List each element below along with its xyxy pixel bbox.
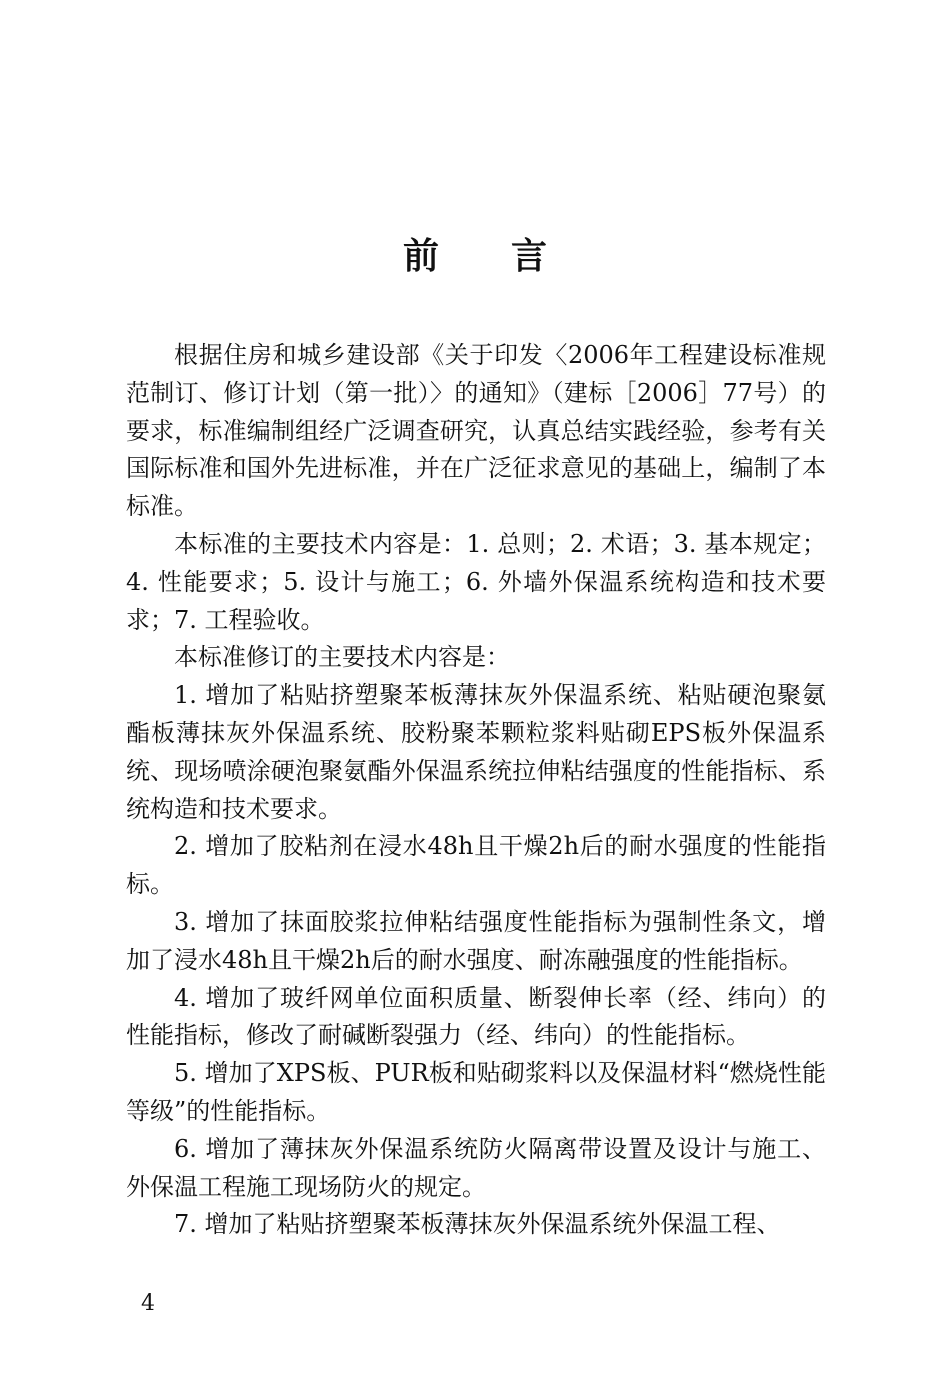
body-text bbox=[126, 337, 826, 1244]
page-number: 4 bbox=[141, 1291, 155, 1316]
paragraph: 根据住房和城乡建设部《关于印发〈2006年工程建设标准规范制订、修订计划（第一批）〉的通知》（建标［2006］77号）的要求，标准编制组经广泛调查研究，认真总结实践经验，参考有关国际标准和国外先进标准，并在广泛征求意见的基础上，编制了本标准。 bbox=[126, 341, 826, 521]
paragraph: 5. 增加了XPS板、PUR板和贴砌浆料以及保温材料“燃烧性能等级”的性能指标。 bbox=[126, 1059, 826, 1125]
paragraph: 本标准的主要技术内容是：1. 总则；2. 术语；3. 基本规定；4. 性能要求；5. 设计与施工；6. 外墙外保温系统构造和技术要求；7. 工程验收。 bbox=[126, 529, 826, 634]
paragraph: 6. 增加了薄抹灰外保温系统防火隔离带设置及设计与施工、外保温工程施工现场防火的规定。 bbox=[126, 1134, 826, 1201]
paragraph: 2. 增加了胶粘剂在浸水48h且干燥2h后的耐水强度的性能指标。 bbox=[126, 832, 826, 899]
paragraph: 本标准修订的主要技术内容是： bbox=[174, 643, 510, 672]
paragraph: 3. 增加了抹面胶浆拉伸粘结强度性能指标为强制性条文，增加了浸水48h且干燥2h后的耐水强度、耐冻融强度的性能指标。 bbox=[126, 907, 826, 974]
page-title: 前言 bbox=[402, 235, 619, 277]
paragraph: 1. 增加了粘贴挤塑聚苯板薄抹灰外保温系统、粘贴硬泡聚氨酯板薄抹灰外保温系统、胶粉聚苯颗粒浆料贴砌EPS板外保温系统、现场喷涂硬泡聚氨酯外保温系统拉伸粘结强度的性能指标、系统构造和技术要求。 bbox=[126, 681, 826, 823]
paragraph: 4. 增加了玻纤网单位面积质量、断裂伸长率（经、纬向）的性能指标，修改了耐碱断裂强力（经、纬向）的性能指标。 bbox=[126, 983, 826, 1050]
paragraph: 7. 增加了粘贴挤塑聚苯板薄抹灰外保温系统外保温工程、 bbox=[174, 1210, 781, 1239]
